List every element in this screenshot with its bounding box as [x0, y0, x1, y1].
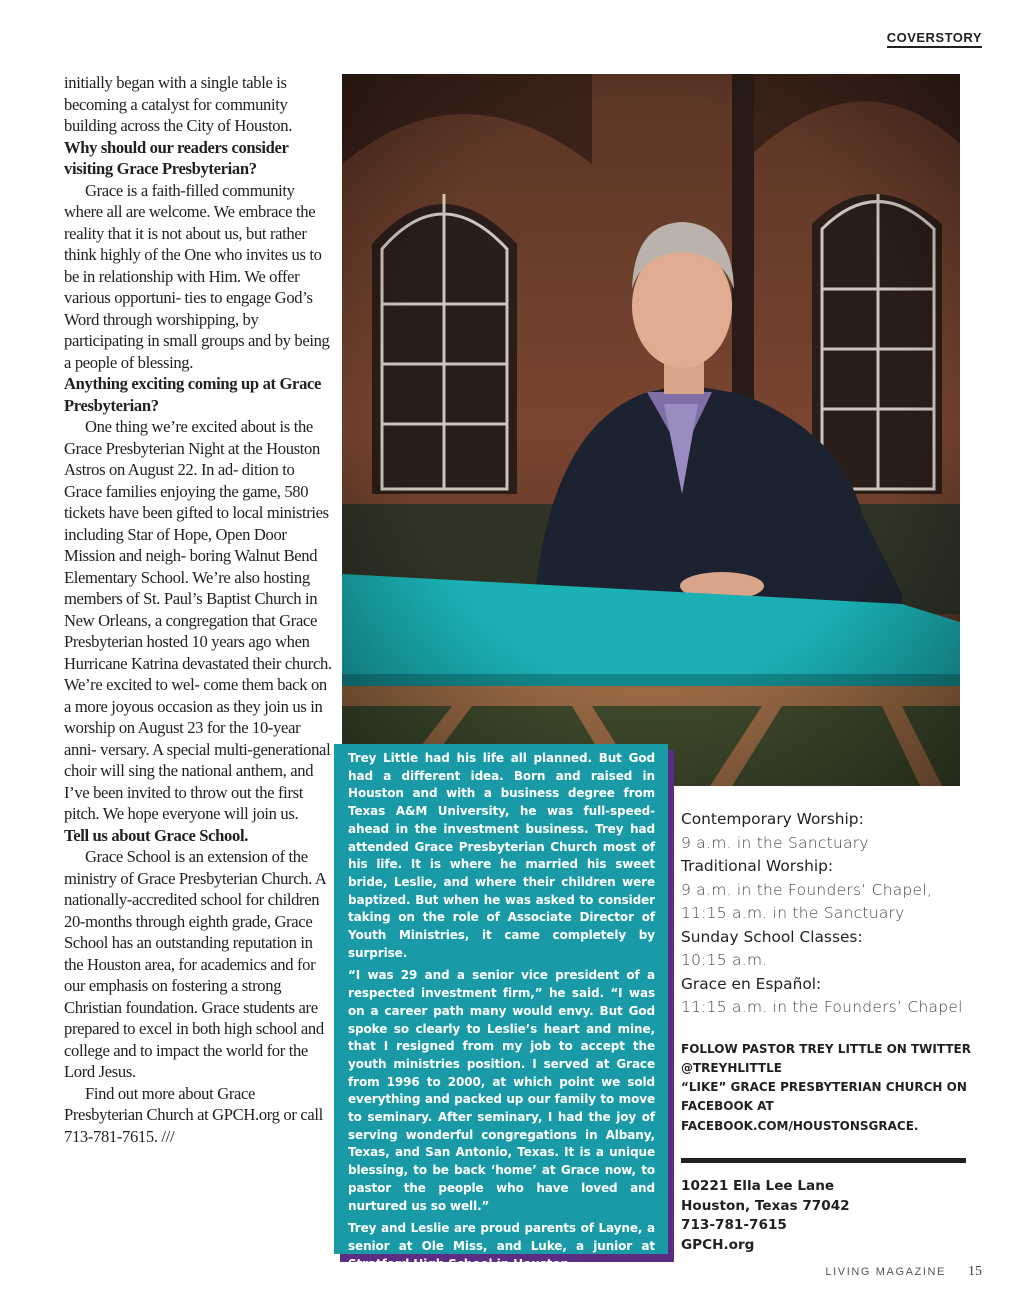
bio-box	[334, 744, 668, 1271]
twitter-line: FOLLOW PASTOR TREY LITTLE ON TWITTER	[681, 1041, 971, 1056]
page-number: 15	[968, 1264, 982, 1279]
article-paragraph: Find out more about Grace Presbyterian Church at GPCH.org or call 713-781-7615. ///	[64, 1083, 323, 1146]
service-time: 11:15 a.m. in the Sanctuary	[681, 904, 905, 922]
article-column	[64, 72, 332, 1147]
twitter-handle[interactable]: @TREYHLITTLE	[681, 1060, 782, 1075]
pastor-portrait-photo	[342, 74, 960, 786]
section-tag-story: STORY	[935, 30, 982, 45]
service-block	[681, 808, 971, 855]
service-time: 9 a.m. in the Founders’ Chapel,	[681, 880, 933, 899]
service-label: Contemporary Worship:	[681, 810, 864, 828]
service-times	[681, 808, 971, 1020]
address-city: Houston, Texas 77042	[681, 1197, 850, 1214]
facebook-line: “LIKE” GRACE PRESBYTERIAN CHURCH ON	[681, 1080, 967, 1095]
address-web[interactable]: GPCH.org	[681, 1237, 755, 1254]
page-footer	[825, 1264, 982, 1280]
article-question: Anything exciting coming up at Grace Presbyterian?	[64, 374, 322, 415]
article-paragraph: Grace School is an extension of the ministry of Grace Presbyterian Church. A nationally-accredited school for children 20-months through eighth grade, Grace School has an outstanding reputation in the Houston area, for academics and for our emphasis on fostering a strong Christian foundation. Grace students are prepared to excel in both high school and college and to impact the world for the Lord Jesus.	[64, 847, 326, 1081]
article-question: Why should our readers consider visiting Grace Presbyterian?	[64, 137, 289, 178]
address-street: 10221 Ella Lee Lane	[681, 1177, 835, 1194]
address-phone[interactable]: 713-781-7615	[681, 1217, 787, 1234]
section-tag-cover: COVER	[886, 30, 936, 45]
bio-paragraph: Trey and Leslie are proud parents of Layne, a senior at Ole Miss, and Luke, a junior at Stratford High School in Houston.	[348, 1221, 655, 1271]
article-question: Tell us about Grace School.	[64, 825, 249, 845]
social-follow	[681, 1040, 971, 1136]
church-address	[681, 1177, 971, 1256]
divider-rule	[681, 1158, 966, 1163]
service-block	[681, 973, 971, 1020]
service-time: 11:15 a.m. in the Founders’ Chapel	[681, 998, 963, 1016]
service-label: Grace en Español:	[681, 974, 822, 993]
info-column	[681, 808, 971, 1256]
service-label: Sunday School Classes:	[681, 927, 863, 946]
bio-paragraph: Trey Little had his life all planned. But God had a different idea. Born and raised in Houston and with a business degree from Texas A&M University, he was full-speed-ahead in the investment business. Trey had attended Grace Presbyterian Church most of his life. It is where he married his sweet bride, Leslie, and where their children were baptized. But when he was asked to consider taking on the role of Associate Director of Youth Ministries, it came completely by surprise.	[348, 751, 655, 960]
service-block	[681, 926, 971, 973]
service-time: 10:15 a.m.	[681, 951, 768, 969]
bio-paragraph: “I was 29 and a senior vice president of a respected investment firm,” he said. “I was on a career path many would envy. But God spoke so clearly to Leslie’s heart and mine, that I resigned from my job to accept the youth ministries position. I served at Grace from 1996 to 2000, at which point we sold everything and packed up our family to move to seminary. After seminary, I had the joy of serving wonderful congregations in Albany, Texas, and San Antonio, Texas. It is a unique blessing, to be back ‘home’ at Grace now, to pastor the people who have loved and nurtured us so well.”	[348, 968, 655, 1213]
facebook-url[interactable]: FACEBOOK.COM/HOUSTONSGRACE.	[681, 1118, 919, 1133]
magazine-name: LIVING MAGAZINE	[825, 1266, 946, 1278]
service-block	[681, 855, 971, 926]
service-label: Traditional Worship:	[681, 857, 834, 875]
service-time: 9 a.m. in the Sanctuary	[681, 833, 869, 852]
article-paragraph: One thing we’re excited about is the Grace Presbyterian Night at the Houston Astros on August 22. In ad- dition to Grace families enjoying the game, 580 tickets have been gifted to local ministries including Star of Hope, Open Door Mission and neigh- boring Walnut Bend Elementary School. We’re also hosting members of St. Paul’s Baptist Church in New Orleans, a congregation that Grace Presbyterian hosted 10 years ago when Hurricane Katrina devastated their church. We’re excited to wel- come them back on a more joyous occasion as they join us in worship on August 23 for the 10-year anni- versary. A special multi-generational choir will sing the national anthem, and I’ve been invited to throw out the first pitch. We hope everyone will join us.	[64, 417, 332, 823]
article-paragraph: initially began with a single table is becoming a catalyst for community building across the City of Houston.	[64, 73, 292, 135]
article-paragraph: Grace is a faith-filled community where all are welcome. We embrace the reality that it is not about us, but rather think highly of the One who invites us to be in relationship with Him. We offer various opportuni- ties to engage God’s Word through worshipping, by participating in small groups and by being a people of blessing.	[64, 180, 330, 372]
facebook-line-2: FACEBOOK AT	[681, 1099, 774, 1114]
section-tag	[887, 30, 982, 48]
